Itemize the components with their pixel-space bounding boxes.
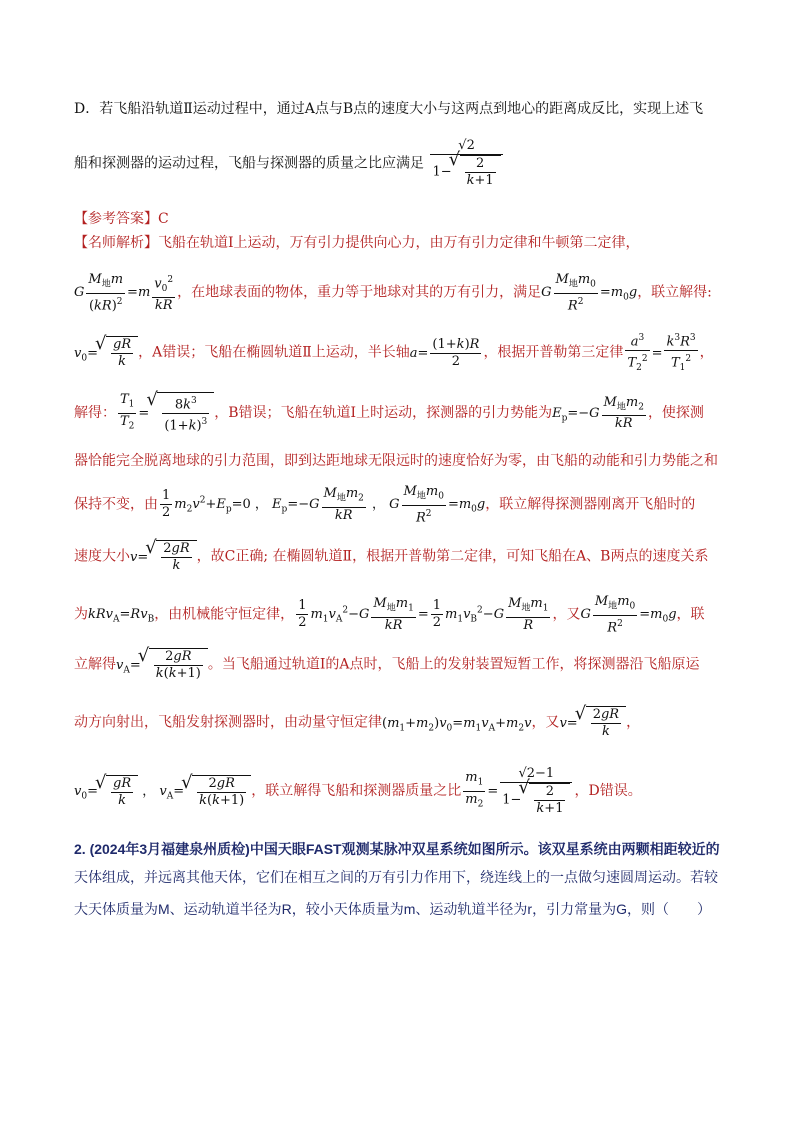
formula-potential-energy: $E_p=-G$ $\frac{M_地m_2}{kR}$ <box>552 394 644 432</box>
formula-v0: $v_0=$ √ $\frac{gR}{k}$ <box>74 346 138 361</box>
analysis-p5: 器恰能完全脱离地球的引力范围，即到达距地球无限远时的速度恰好为零，由飞船的动能和引力势能之和 <box>74 453 718 469</box>
formula-va: $v_A=$ √ $\frac{2gR}{k(k+1)}$ <box>116 658 208 673</box>
formula-gravity-centripetal: G $\frac{M_地m}{(kR)^2}$ =m $\frac{v_0^2}{kR}$ <box>74 272 174 313</box>
formula-kepler-third: $\frac{a^3}{T_2^2}$ = $\frac{k^3R^3}{T_1^2}$ <box>623 346 699 361</box>
option-d-line-2: 船和探测器的运动过程，飞船与探测器的质量之比应满足 √2 1− √ $\frac{2}{k+1}$ <box>74 138 720 189</box>
analysis-p6: 保持不变，由 $\frac{1}{2}$ $m_2v^2+E_p=0$ ， $E_p=-G$ $\frac{M_地m_2}{kR}$ ， G $\frac{M_地m_0}{R^2}$ $=m_0g$，联立解得探测器刚离开飞船时的 <box>74 484 696 525</box>
analysis-p10: 动方向射出，飞船发射探测器时，由动量守恒定律$(m_1+m_2)v_0=m_1v_A+m_2v$，又v= √ $\frac{2gR}{k}$ ， <box>74 706 720 740</box>
formula-kepler-second: $kRv_A=Rv_B$ <box>88 607 155 626</box>
formula-escape-speed: v= √ $\frac{2gR}{k}$ <box>130 550 197 565</box>
formula-momentum: $(m_1+m_2)v_0=m_1v_A+m_2v$ <box>382 715 532 734</box>
analysis-p4: 解得： $\frac{T_1}{T_2}$ = √ $\frac{8k^3}{(1+k)^3}$ ，B错误；飞船在轨道Ⅰ上时运动，探测器的引力势能为$E_p=-G$ $\frac{M_地m_2}{kR}$ ，使探测 <box>74 392 720 435</box>
question-2-line-1: 2. (2024年3月福建泉州质检)中国天眼FAST观测某脉冲双星系统如图所示。该双星系统由两颗相距较近的 <box>74 841 720 857</box>
answer-label: 【参考答案】C <box>74 211 169 227</box>
question-2-line-3: 大天体质量为M、运动轨道半径为R，较小天体质量为m、运动轨道半径为r，引力常量为G，则（ ） <box>74 901 711 917</box>
formula-energy-conservation: $\frac{1}{2}$ $m_2v^2+E_p=0$ ， $E_p=-G$ $\frac{M_地m_2}{kR}$ ， G $\frac{M_地m_0}{R^2}$ $=m_0g$ <box>162 484 486 525</box>
analysis-p11: $v_0=$ √ $\frac{gR}{k}$ ， $v_A=$ √ $\frac{2gR}{k(k+1)}$ ，联立解得飞船和探测器质量之比 $\frac{m_1}{m_2}$ = √2−1 1− √ $\frac{2}{k+1}$ ，D错误。 <box>74 766 720 817</box>
formula-semi-major-axis: a= $\frac{(1+k)R}{2}$ <box>409 336 480 369</box>
analysis-tag: 【名师解析】 <box>74 235 158 251</box>
formula-mech-energy: $\frac{1}{2}$ $m_1v_A^2-G$ $\frac{M_地m_1}{kR}$ = $\frac{1}{2}$ $m_1v_B^2-G$ $\frac{M_地m_1}{R}$ <box>298 596 549 633</box>
analysis-p9: 立解得$v_A=$ √ $\frac{2gR}{k(k+1)}$ 。当飞船通过轨道Ⅰ的A点时，飞船上的发射装置短暂工作，将探测器沿飞船原运 <box>74 648 720 682</box>
formula-surface-gravity: G $\frac{M_地m_0}{R^2}$ $=m_0g$ <box>541 272 638 313</box>
analysis-p3: $v_0=$ √ $\frac{gR}{k}$ ，A错误；飞船在椭圆轨道Ⅱ上运动，半长轴a= $\frac{(1+k)R}{2}$ ，根据开普勒第三定律 $\frac{a^3}{T_2^2}$ = $\frac{k^3R^3}{T_1^2}$ ， <box>74 330 720 376</box>
option-d-line-1: D．若飞船沿轨道Ⅱ运动过程中，通过A点与B点的速度大小与这两点到地心的距离成反比，实现上述飞 <box>74 101 704 117</box>
analysis-p2: G $\frac{M_地m}{(kR)^2}$ =m $\frac{v_0^2}{kR}$ ，在地球表面的物体，重力等于地球对其的万有引力，满足G $\frac{M_地m_0}{R^2}$ $=m_0g$，联立解得: <box>74 272 712 313</box>
formula-period-ratio: $\frac{T_1}{T_2}$ = √ $\frac{8k^3}{(1+k)^3}$ <box>116 406 214 421</box>
option-d-formula: √2 1− √ $\frac{2}{k+1}$ <box>430 138 502 189</box>
analysis-p7: 速度大小v= √ $\frac{2gR}{k}$ ，故C正确; 在椭圆轨道Ⅱ，根据开普勒第二定律，可知飞船在A、B两点的速度关系 <box>74 540 720 574</box>
question-2-line-2: 天体组成，并远离其他天体，它们在相互之间的万有引力作用下，绕连线上的一点做匀速圆周运动。若较 <box>74 869 718 885</box>
formula-v0-va: $v_0=$ √ $\frac{gR}{k}$ ， $v_A=$ √ $\frac{2gR}{k(k+1)}$ <box>74 784 251 799</box>
analysis-p1: 【名师解析】飞船在轨道Ⅰ上运动，万有引力提供向心力，由万有引力定律和牛顿第二定律， <box>74 235 640 251</box>
analysis-p8: 为$kRv_A=Rv_B$，由机械能守恒定律， $\frac{1}{2}$ $m_1v_A^2-G$ $\frac{M_地m_1}{kR}$ = $\frac{1}{2}$ $m_1v_B^2-G$ $\frac{M_地m_1}{R}$ ，又G $\frac{M_地m_0}{R^2}$ $=m_0g$，联 <box>74 594 705 635</box>
formula-mass-ratio: $\frac{m_1}{m_2}$ = √2−1 1− √ $\frac{2}{k+1}$ <box>461 784 574 799</box>
